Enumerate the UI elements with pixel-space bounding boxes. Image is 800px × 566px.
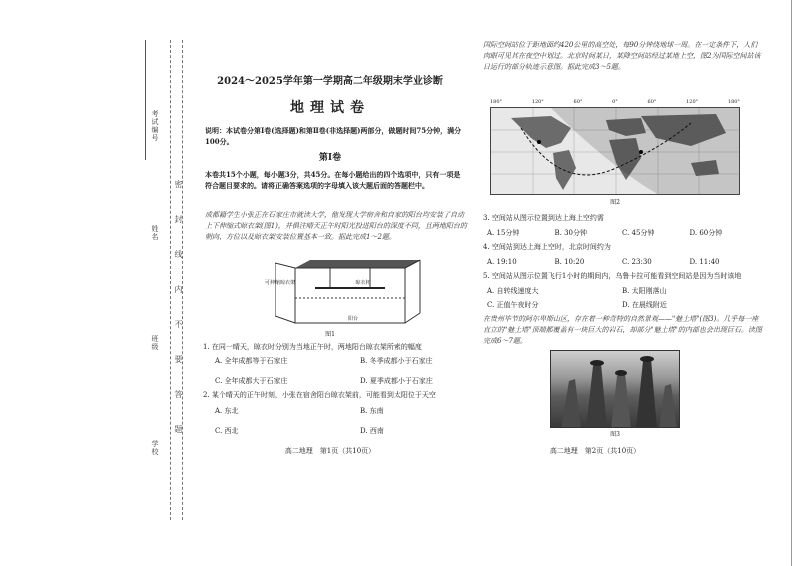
exam-number-line (145, 40, 146, 160)
binding-margin (0, 0, 185, 566)
q5-option-b[interactable]: B. 太阳刚落山 (622, 287, 667, 295)
question-5-options (487, 286, 757, 311)
map-longitude-labels (490, 99, 740, 107)
q2-option-d[interactable]: D. 西南 (360, 426, 384, 435)
q4-option-b[interactable]: B. 10:20 (554, 258, 585, 266)
seal-solid-line (182, 40, 183, 520)
map-lon-label: 120° (686, 99, 699, 105)
q1-option-d[interactable]: D. 夏季成都小于石家庄 (360, 376, 433, 385)
map-lon-label: 180° (490, 99, 503, 105)
q5-option-d[interactable]: D. 在晨线附近 (622, 300, 667, 309)
seal-char-2: 封 (174, 215, 183, 223)
figure-3-caption: 图3 (610, 431, 620, 438)
label-balcony: 阳台 (347, 316, 358, 322)
question-2-options (215, 406, 465, 437)
scan-edge-line (791, 0, 792, 566)
figure-2-caption: 图2 (610, 199, 620, 206)
map-lon-label: 0° (612, 99, 618, 105)
seal-char-8: 题 (174, 425, 183, 433)
school-label: 学校 (151, 440, 159, 456)
page-1 (195, 0, 465, 566)
q5-option-a[interactable]: A. 自转线速度大 (487, 287, 539, 295)
section-title: 第Ⅰ卷 (318, 153, 342, 163)
page-2-footer: 高二地理 第2页（共10页） (549, 447, 641, 455)
question-1-options (215, 356, 465, 387)
label-rack: 可伸缩晾衣架 (264, 280, 295, 286)
map-lon-label: 180° (727, 99, 740, 105)
q4-option-d[interactable]: D. 11:40 (689, 258, 720, 266)
figure-1-caption: 图1 (325, 331, 335, 338)
exam-title: 2024～2025学年第一学期高二年级期末学业诊断 (217, 76, 443, 87)
q4-option-a[interactable]: A. 19:10 (487, 258, 517, 266)
seal-dotted-line (170, 40, 171, 520)
label-rod: 晾衣杆 (355, 280, 371, 286)
exam-number-label: 考试编号 (151, 110, 159, 142)
seal-char-7: 答 (174, 390, 183, 398)
earth-pillars-image (551, 351, 680, 428)
seal-char-3: 线 (174, 250, 183, 258)
page-1-footer: 高二地理 第1页（共10页） (284, 447, 376, 455)
q2-option-a[interactable]: A. 东北 (215, 407, 239, 415)
q1-option-c[interactable]: C. 全年成都大于石家庄 (215, 376, 288, 385)
subject-title: 地理试卷 (290, 100, 370, 116)
map-lon-label: 60° (573, 99, 583, 105)
map-lon-label: 120° (531, 99, 544, 105)
figure-2-map (490, 107, 740, 195)
seal-char-1: 密 (174, 180, 183, 188)
world-map-svg (491, 108, 740, 195)
question-3-stem: 3. 空间站从图示位置到达上海上空约需 (483, 214, 604, 222)
q5-option-c[interactable]: C. 正值午夜时分 (487, 300, 539, 309)
question-4-options (487, 257, 757, 268)
exam-notice: 说明：本试卷分第Ⅰ卷(选择题)和第Ⅱ卷(非选择题)两部分，做题时间75分钟，满分100分。 (205, 126, 462, 146)
q3-option-b[interactable]: B. 30分钟 (554, 229, 588, 237)
passage-2: 国际空间站位于距地面约420公里的高空处，每90分钟绕地球一周。在一定条件下，人们肉眼可见其在夜空中划过。北京时间某日，某降空间站经过某地上空，图2为国际空间站该日运行的部分轨迹示意图。据此完成3～5题。 (483, 41, 761, 71)
passage-3: 在贵州毕节的阿尔卑斯山区，存在着一种奇特的自然景观——"魅土塔"(图3)。几乎每一座直立的"魅土塔"顶端都覆盖有一块巨大的岩石，却部分"魅土塔"的内部也会出现巨石。读图完成6～7题。 (483, 315, 762, 345)
question-2-stem: 2. 某个晴天的正午时刻，小张在宿舍阳台晾衣架前，可能看到太阳位于天空 (203, 391, 436, 399)
q3-option-c[interactable]: C. 45分钟 (622, 229, 655, 237)
figure-1 (264, 258, 425, 328)
section-instructions: 本卷共15个小题，每小题3分，共45分。在每小题给出的四个选项中，只有一项是符合题目要求的。请将正确答案选项的字母填入该大题后面的答题栏中。 (205, 170, 461, 190)
passage-1: 成都籍学生小张正在石家庄市就读大学，他发现大学宿舍和自家的阳台均安装了自动上下伸缩式晾衣架(图1)，并俱注晴天正午时阳光投进阳台的深度不同，且两地阳台的朝向、方位以及晾衣架安装位置基本一致。据此完成1～2题。 (205, 211, 467, 241)
q2-option-b[interactable]: B. 东南 (360, 407, 384, 415)
q3-option-d[interactable]: D. 60分钟 (689, 229, 723, 237)
page-2 (475, 0, 765, 566)
seal-char-4: 内 (174, 285, 183, 293)
seal-char-6: 要 (174, 355, 183, 363)
seal-char-5: 不 (174, 320, 183, 328)
question-1-stem: 1. 在同一晴天，晾衣时分别为当地正午时，两地阳台晾衣架所索的幅度 (203, 343, 422, 351)
question-4-stem: 4. 空间站到达上海上空时，北京时间约为 (483, 243, 611, 251)
q1-option-a[interactable]: A. 全年成都等于石家庄 (215, 357, 288, 365)
figure-3-photo (550, 350, 680, 428)
q2-option-c[interactable]: C. 西北 (215, 426, 239, 435)
map-lon-label: 60° (647, 99, 657, 105)
name-label: 姓名 (151, 225, 159, 241)
q1-option-b[interactable]: B. 冬季成都小于石家庄 (360, 357, 433, 365)
q3-option-a[interactable]: A. 15分钟 (487, 229, 520, 237)
class-label: 班级 (151, 335, 159, 351)
question-5-stem: 5. 空间站从图示位置飞行1小时的期间内，乌鲁卡拉可能看到空间站是因为当时该地 (483, 272, 742, 280)
q4-option-c[interactable]: C. 23:30 (622, 258, 652, 266)
question-3-options (487, 228, 757, 239)
